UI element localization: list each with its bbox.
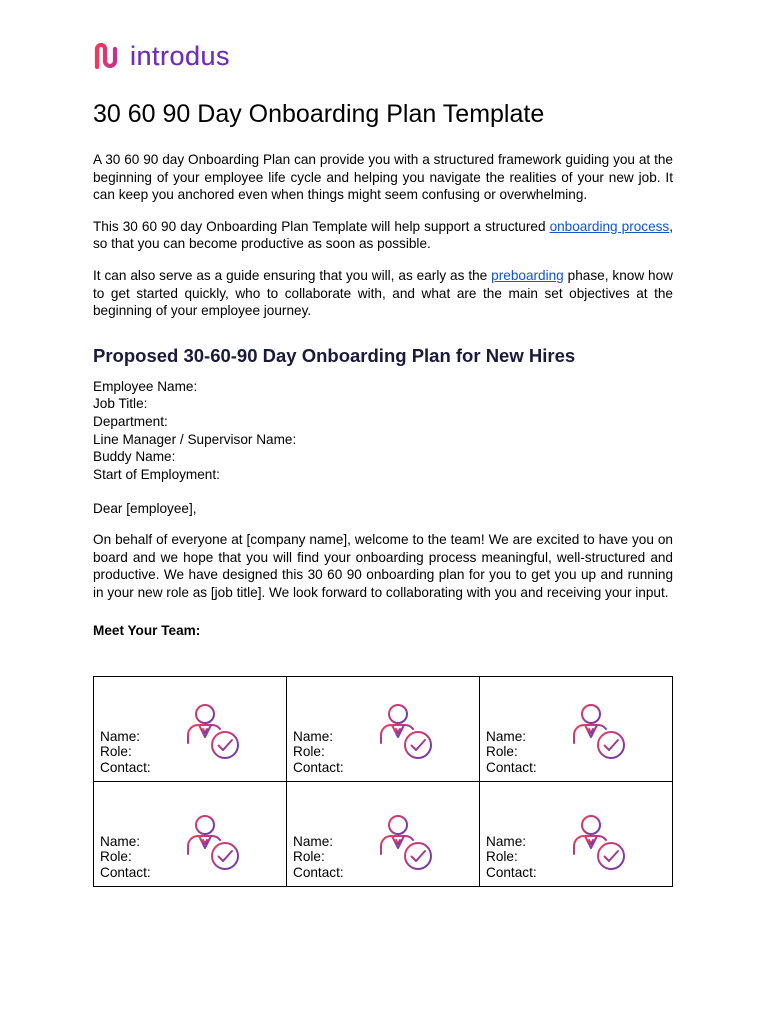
field-employee-name: Employee Name:: [93, 378, 198, 394]
team-member-card: [480, 782, 673, 887]
contact-label: Contact:: [293, 759, 344, 775]
team-row: [94, 677, 673, 782]
name-label: Name:: [486, 834, 527, 849]
intro-paragraph-3: It can also serve as a guide ensuring that you will, as early as the preboarding phase, know how to get started quickly, who to collaborate with, and what are the main set objectives at the beginning of your employee journey.: [93, 267, 673, 319]
role-label: Role:: [486, 744, 518, 760]
intro-paragraph-1: A 30 60 90 day Onboarding Plan can provide you with a structured framework guiding you at the beginning of your employee life cycle and helping you navigate the realities of your new job. It can keep you anchored even when things might seem confusing or overwhelming.: [93, 152, 673, 203]
team-member-card: [94, 782, 287, 887]
contact-label: Contact:: [486, 759, 537, 775]
verified-person-icon: [375, 812, 437, 877]
name-label: Name:: [486, 729, 527, 744]
verified-person-icon: [568, 701, 630, 766]
contact-label: Contact:: [100, 864, 151, 880]
name-label: Name:: [100, 834, 141, 849]
document-body: [93, 98, 673, 638]
verified-person-icon: [375, 701, 437, 766]
team-member-card: [287, 782, 480, 887]
intro-paragraph-2: This 30 60 90 day Onboarding Plan Template will help support a structured onboarding process, so that you can become productive as soon as possible.: [93, 218, 674, 252]
salutation: Dear [employee],: [93, 501, 197, 517]
contact-label: Contact:: [293, 864, 344, 880]
name-label: Name:: [293, 834, 334, 849]
introdus-logo-icon: [94, 43, 124, 69]
field-start-of-employment: Start of Employment:: [93, 466, 220, 482]
verified-person-icon: [568, 812, 630, 877]
name-label: Name:: [293, 729, 334, 744]
verified-person-icon: [182, 812, 244, 877]
employee-fields: [93, 378, 673, 484]
contact-label: Contact:: [486, 864, 537, 880]
verified-person-icon: [182, 701, 244, 766]
role-label: Role:: [293, 744, 325, 760]
brand-logo: [94, 40, 230, 72]
field-job-title: Job Title:: [93, 396, 148, 412]
field-department: Department:: [93, 413, 168, 429]
role-label: Role:: [100, 744, 132, 760]
team-row: [94, 782, 673, 887]
meet-team-heading: Meet Your Team:: [93, 623, 201, 639]
brand-name: introdus: [130, 41, 231, 71]
team-member-card: [287, 677, 480, 782]
contact-label: Contact:: [100, 759, 151, 775]
team-member-card: [94, 677, 287, 782]
onboarding-process-link[interactable]: onboarding process: [549, 218, 670, 234]
section-heading: Proposed 30-60-90 Day Onboarding Plan for New Hires: [93, 344, 576, 366]
preboarding-link[interactable]: preboarding: [491, 267, 564, 283]
role-label: Role:: [293, 849, 325, 865]
page-title: 30 60 90 Day Onboarding Plan Template: [93, 100, 545, 128]
team-table: [93, 676, 673, 887]
welcome-paragraph: On behalf of everyone at [company name], welcome to the team! We are excited to have you on board and we hope that you will find your onboarding process meaningful, well-structured and productive. We have designed this 30 60 90 onboarding plan for you to get you up and running in your new role as [job title]. We look forward to collaborating with you and receiving your input.: [93, 531, 673, 600]
field-line-manager: Line Manager / Supervisor Name:: [93, 431, 297, 447]
role-label: Role:: [486, 849, 518, 865]
name-label: Name:: [100, 729, 141, 744]
team-member-card: [480, 677, 673, 782]
role-label: Role:: [100, 849, 132, 865]
field-buddy-name: Buddy Name:: [93, 449, 176, 465]
